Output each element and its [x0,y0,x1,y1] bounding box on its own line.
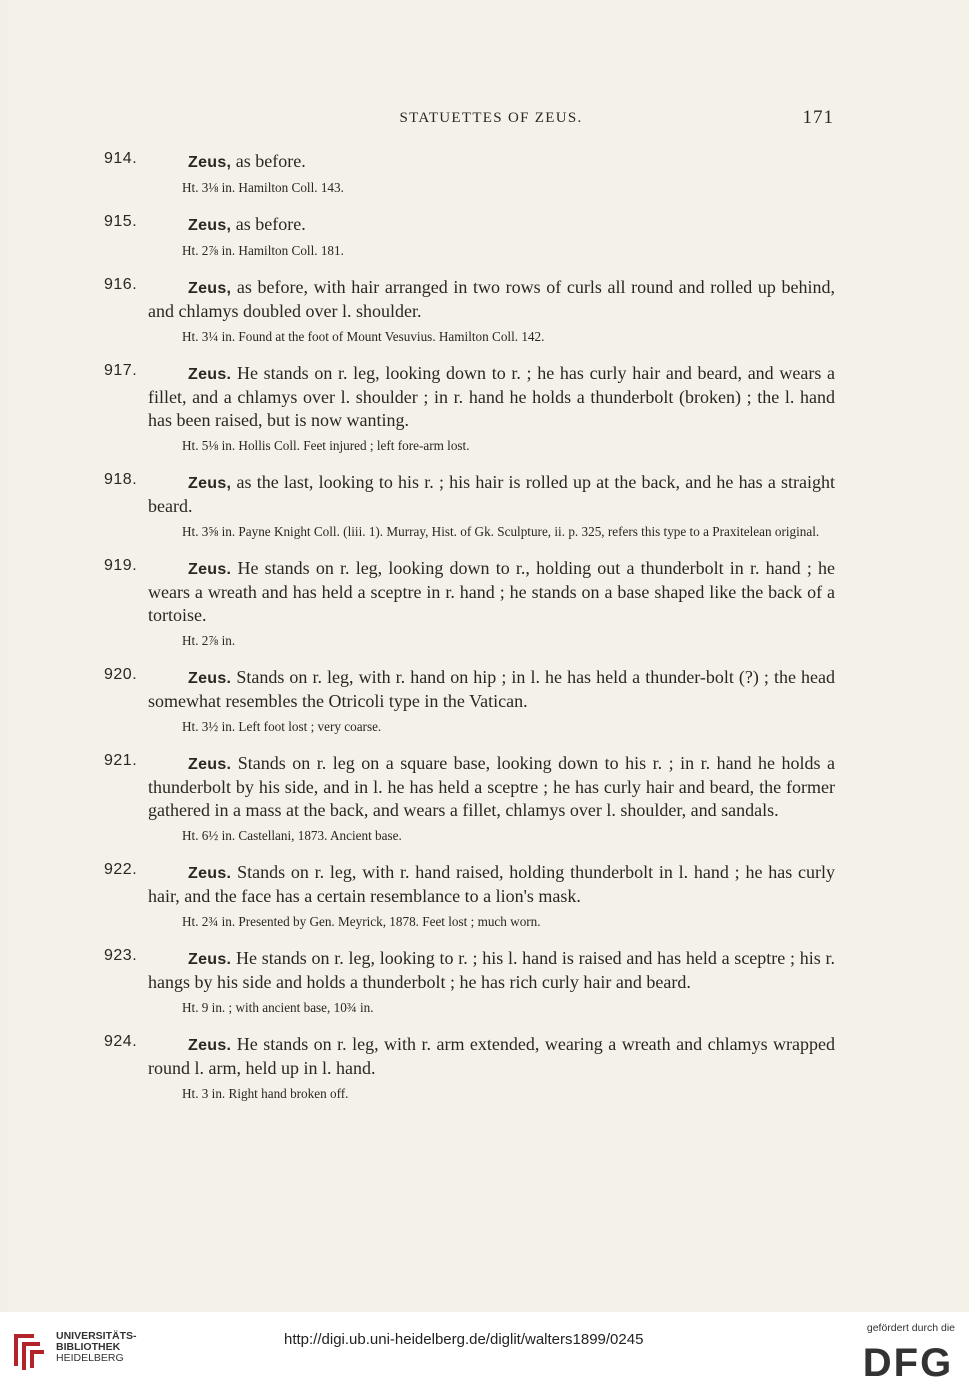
entry-number: 924. [104,1033,138,1050]
dfg-logo-text: DFG [862,1341,954,1380]
catalogue-entry [104,666,835,736]
catalogue-entries [104,150,835,1119]
entry-name: Zeus. [188,756,232,773]
library-name: UNIVERSITÄTS- BIBLIOTHEK HEIDELBERG [56,1330,137,1364]
entry-note: Ht. 3⅝ in. Payne Knight Coll. (liii. 1). Murray, Hist. of Gk. Sculpture, ii. p. 325, refers this type to a Praxitelean original. [182,524,820,539]
library-logo-icon [10,1328,48,1372]
entry-text: He stands on r. leg, looking to r. ; his l. hand is raised and has held a sceptre ; his r. hangs by his side and holds a thunderbolt ; he has rich curly hair and beard. [148,948,836,992]
entry-name: Zeus. [188,670,232,687]
entry-note: Ht. 9 in. ; with ancient base, 10¾ in. [182,1000,374,1015]
entry-text: Stands on r. leg on a square base, looking down to his r. ; in r. hand he holds a thunderbolt by his side, and in l. he has held a sceptre ; he has curly hair and beard, the former gathered in a mass at the back, and wears a fillet, chlamys over l. shoulder, and sandals. [148,753,836,820]
entry-name: Zeus. [188,865,232,882]
entry-name: Zeus. [188,366,232,383]
scanned-page [8,0,969,1312]
entry-description [148,1033,835,1080]
catalogue-entry [104,861,835,931]
entry-note: Ht. 6½ in. Castellani, 1873. Ancient base. [182,828,402,843]
entry-text: Stands on r. leg, with r. hand raised, holding thunderbolt in l. hand ; he has curly hair, and the face has a certain resemblance to a lion's mask. [148,862,835,906]
entry-text: He stands on r. leg, with r. arm extended, wearing a wreath and chlamys wrapped round l. arm, held up in l. hand. [148,1034,835,1078]
entry-name: Zeus. [188,951,232,968]
entry-text: as the last, looking to his r. ; his hair is rolled up at the back, and he has a straight beard. [148,472,836,516]
entry-description [148,666,835,713]
entry-description [148,947,835,994]
catalogue-entry [104,1033,835,1103]
catalogue-entry [104,752,835,845]
entry-number: 917. [104,362,138,379]
entry-note: Ht. 3 in. Right hand broken off. [182,1086,349,1101]
catalogue-entry [104,557,835,650]
entry-name: Zeus. [188,1037,232,1054]
entry-number: 919. [104,557,138,574]
catalogue-entry [104,947,835,1017]
entry-number: 918. [104,471,138,488]
catalogue-entry [104,276,835,346]
entry-number: 915. [104,213,138,230]
page-number: 171 [802,107,834,128]
entry-description [148,861,835,908]
entry-number: 914. [104,150,138,167]
entry-text: as before. [235,151,306,171]
entry-note: Ht. 3½ in. Left foot lost ; very coarse. [182,719,382,734]
entry-number: 920. [104,666,138,683]
entry-note: Ht. 2⅞ in. Hamilton Coll. 181. [182,243,344,258]
viewer-footer [0,1312,969,1384]
entry-note: Ht. 2¾ in. Presented by Gen. Meyrick, 1878. Feet lost ; much worn. [182,914,541,929]
entry-name: Zeus, [188,217,232,234]
catalogue-entry [104,362,835,455]
entry-description [148,362,835,432]
entry-number: 923. [104,947,138,964]
entry-note: Ht. 3¼ in. Found at the foot of Mount Vesuvius. Hamilton Coll. 142. [182,329,545,344]
entry-description [148,213,835,237]
entry-text: Stands on r. leg, with r. hand on hip ; in l. he has held a thunder-bolt (?) ; the head somewhat resembles the Otricoli type in the Vatican. [148,667,835,711]
permalink-url[interactable]: http://digi.ub.uni-heidelberg.de/diglit/walters1899/0245 [284,1331,644,1348]
dfg-logo-icon [861,1340,955,1380]
entry-note: Ht. 3⅛ in. Hamilton Coll. 143. [182,180,344,195]
entry-name: Zeus, [188,475,232,492]
entry-name: Zeus, [188,280,232,297]
entry-description [148,276,835,323]
entry-name: Zeus. [188,561,232,578]
entry-text: He stands on r. leg, looking down to r., holding out a thunderbolt in r. hand ; he wears a wreath and has held a sceptre in r. hand ; he stands on a base shaped like the back of a tortoise. [148,558,835,625]
entry-description [148,150,835,174]
entry-text: as before. [235,214,306,234]
entry-text: as before, with hair arranged in two rows of curls all round and rolled up behind, and chlamys doubled over l. shoulder. [148,277,835,321]
page-title: STATUETTES OF ZEUS. [399,110,583,126]
entry-description [148,471,835,518]
catalogue-entry [104,150,835,197]
running-head [148,107,834,134]
entry-description [148,752,835,822]
funding-label: gefördert durch die [866,1322,955,1334]
catalogue-entry [104,471,835,541]
entry-description [148,557,835,627]
entry-number: 921. [104,752,138,769]
entry-name: Zeus, [188,154,232,171]
entry-note: Ht. 5⅛ in. Hollis Coll. Feet injured ; left fore-arm lost. [182,438,470,453]
entry-note: Ht. 2⅞ in. [182,633,236,648]
entry-number: 922. [104,861,138,878]
entry-text: He stands on r. leg, looking down to r. ; he has curly hair and beard, and wears a fillet, and a chlamys over l. shoulder ; in r. hand he holds a thunderbolt (broken) ; the l. hand has been raised, but is now wanting. [148,363,836,430]
catalogue-entry [104,213,835,260]
entry-number: 916. [104,276,138,293]
